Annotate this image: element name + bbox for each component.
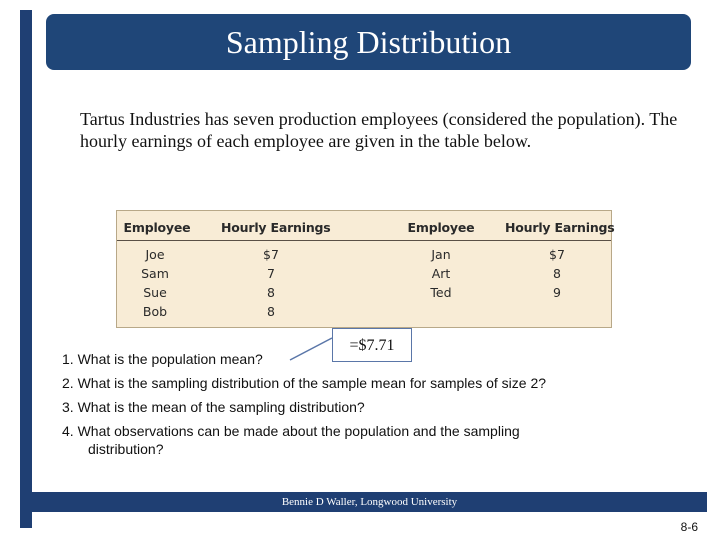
question-list bbox=[62, 350, 682, 458]
table-cell-value: 8 bbox=[553, 266, 561, 281]
table-cell-value: 7 bbox=[267, 266, 275, 281]
header-employee-right: Employee bbox=[407, 220, 475, 235]
question-item bbox=[62, 422, 682, 458]
table-header bbox=[117, 211, 615, 241]
table-cell-value: 8 bbox=[267, 285, 275, 300]
population-mean-answer: =$7.71 bbox=[332, 328, 412, 362]
header-employee-left: Employee bbox=[123, 220, 191, 235]
table-cell-value: $7 bbox=[263, 247, 279, 262]
table-cell-value: $7 bbox=[549, 247, 565, 262]
slide-number: 8-6 bbox=[680, 520, 698, 534]
question-item: 3. What is the mean of the sampling distribution? bbox=[62, 399, 365, 415]
question-text-continued: distribution? bbox=[88, 441, 164, 457]
table-cell-name: Bob bbox=[142, 304, 168, 319]
table-cell-name: Art bbox=[431, 266, 451, 281]
table-cell-name: Sam bbox=[141, 266, 169, 281]
footer-credit: Bennie D Waller, Longwood University bbox=[32, 492, 707, 512]
left-accent-bar bbox=[20, 10, 32, 528]
table-cell-name: Jan bbox=[431, 247, 451, 262]
table-cell-name: Sue bbox=[143, 285, 167, 300]
table-cell-value: 9 bbox=[553, 285, 561, 300]
header-earnings-right: Hourly Earnings bbox=[505, 220, 615, 235]
earnings-table bbox=[116, 210, 615, 328]
question-item: 2. What is the sampling distribution of the sample mean for samples of size 2? bbox=[62, 375, 547, 391]
intro-paragraph: Tartus Industries has seven production employees (considered the population). The hourly earnings of each employee are given in the table below. bbox=[80, 109, 678, 151]
table-cell-name: Ted bbox=[430, 285, 452, 300]
slide-title: Sampling Distribution bbox=[46, 14, 691, 70]
question-text: 4. What observations can be made about the population and the sampling bbox=[62, 423, 520, 439]
table-cell-value: 8 bbox=[267, 304, 275, 319]
table-cell-name: Joe bbox=[145, 247, 165, 262]
header-earnings-left: Hourly Earnings bbox=[221, 220, 331, 235]
question-item: 1. What is the population mean? bbox=[62, 351, 263, 367]
